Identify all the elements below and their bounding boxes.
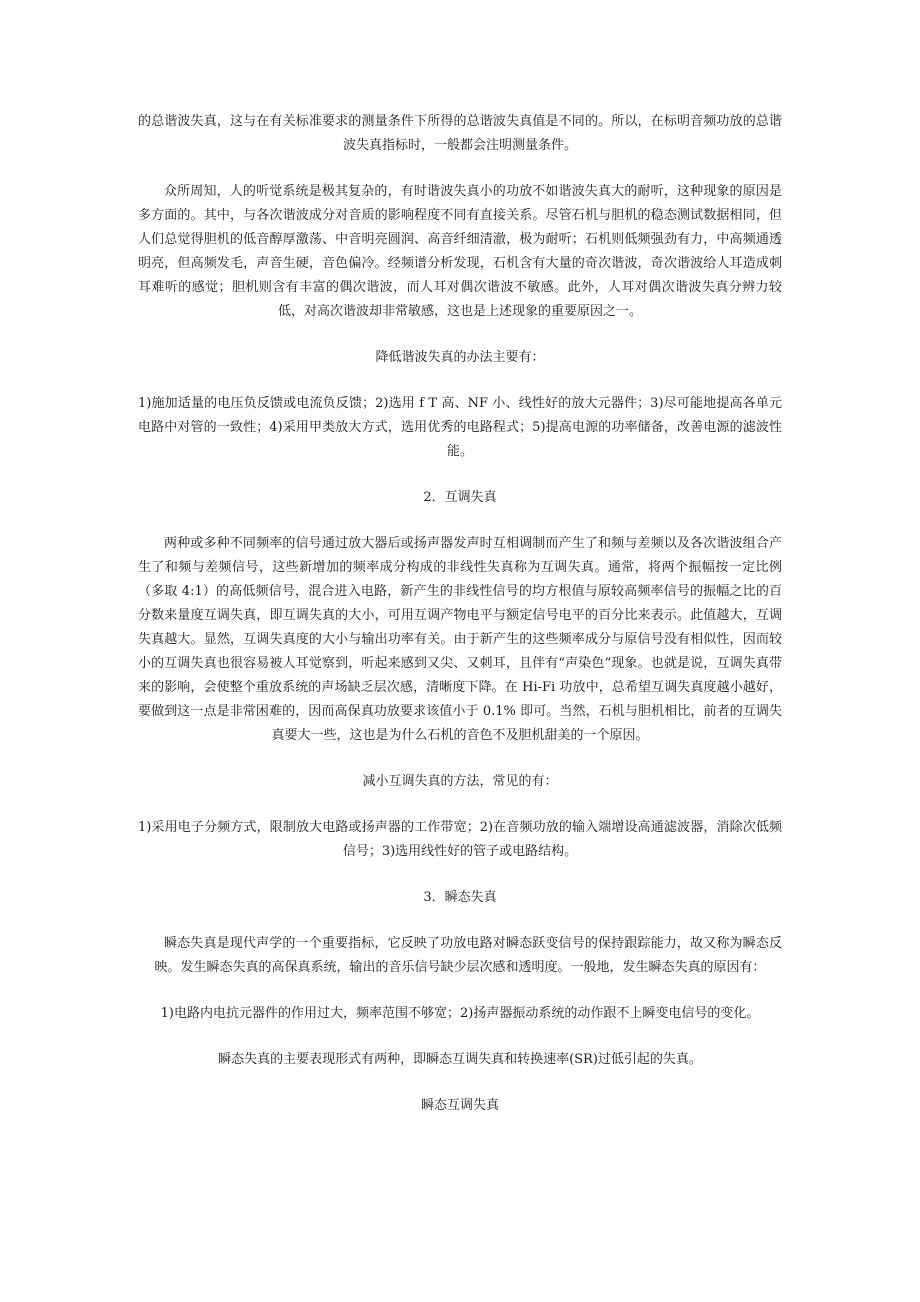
paragraph-transient-forms: 瞬态失真的主要表现形式有两种，即瞬态互调失真和转换速率(SR)过低引起的失真。	[218, 1052, 702, 1067]
document-body	[138, 110, 782, 1140]
paragraph-hearing-system: 众所周知，人的听觉系统是极其复杂的，有时谐波失真小的功放不如谐波失真大的耐听，这种现象的原因是多方面的。其中，与各次谐波成分对音质的影响程度不同有直接关系。尽管石机与胆机的稳态测试数据相同，但人们总觉得胆机的低音醇厚激荡、中音明亮圆润、高音纤细清澈，极为耐听；石机则低频强劲有力，中高频通透明亮，但高频发毛，声音生硬，音色偏冷。经频谱分析发现，石机含有大量的奇次谐波，奇次谐波给人耳造成刺耳难听的感觉；胆机则含有丰富的偶次谐波，而人耳对偶次谐波不敏感。此外，人耳对偶次谐波失真分辨力较低，对高次谐波却非常敏感，这也是上述现象的重要原因之一。	[138, 184, 782, 319]
section-title-transient: 3．瞬态失真	[423, 890, 497, 905]
paragraph-transient-causes: 1)电路内电抗元器件的作用过大，频率范围不够宽；2)扬声器振动系统的动作跟不上瞬变电信号的变化。	[160, 1006, 760, 1021]
paragraph-thd-conditions: 的总谐波失真，这与在有关标准要求的测量条件下所得的总谐波失真值是不同的。所以，在标明音频功放的总谐波失真指标时，一般都会注明测量条件。	[138, 114, 782, 153]
paragraph-intermod-methods: 1)采用电子分频方式，限制放大电路或扬声器的工作带宽；2)在音频功放的输入端增设高通滤波器，消除次低频信号；3)选用线性好的管子或电路结构。	[138, 820, 782, 859]
heading-reduce-intermod: 减小互调失真的方法，常见的有：	[362, 774, 558, 789]
heading-transient-intermod: 瞬态互调失真	[420, 1098, 499, 1113]
paragraph-transient: 瞬态失真是现代声学的一个重要指标，它反映了功放电路对瞬态跃变信号的保持跟踪能力，故又称为瞬态反映。发生瞬态失真的高保真系统，输出的音乐信号缺少层次感和透明度。一般地，发生瞬态失真的原因有：	[154, 936, 782, 975]
section-title-intermod: 2．互调失真	[423, 490, 497, 505]
paragraph-harmonic-methods: 1)施加适量的电压负反馈或电流负反馈；2)选用 f T 高、NF 小、线性好的放大元器件；3)尽可能地提高各单元电路中对管的一致性；4)采用甲类放大方式，选用优秀的电路程式；5)提高电源的功率储备，改善电源的滤波性能。	[138, 396, 782, 459]
heading-reduce-harmonic: 降低谐波失真的办法主要有：	[375, 350, 545, 365]
paragraph-intermod: 两种或多种不同频率的信号通过放大器后或扬声器发声时互相调制而产生了和频与差频以及各次谐波组合产生了和频与差频信号，这些新增加的频率成分构成的非线性失真称为互调失真。通常，将两个振幅按一定比例（多取 4:1）的高低频信号，混合进入电路，新产生的非线性信号的均方根值与原较高频率信号的振幅之比的百分数来量度互调失真，即互调失真的大小，可用互调产物电平与额定信号电平的百分比来表示。此值越大，互调失真越大。显然，互调失真度的大小与输出功率有关。由于新产生的这些频率成分与原信号没有相似性，因而较小的互调失真也很容易被人耳觉察到，听起来感到又尖、又刺耳，且伴有“声染色”现象。也就是说，互调失真带来的影响，会使整个重放系统的声场缺乏层次感，清晰度下降。在 Hi-Fi 功放中，总希望互调失真度越小越好，要做到这一点是非常困难的，因而高保真功放要求该值小于 0.1% 即可。当然，石机与胆机相比，前者的互调失真要大一些，这也是为什么石机的音色不及胆机甜美的一个原因。	[138, 536, 782, 743]
